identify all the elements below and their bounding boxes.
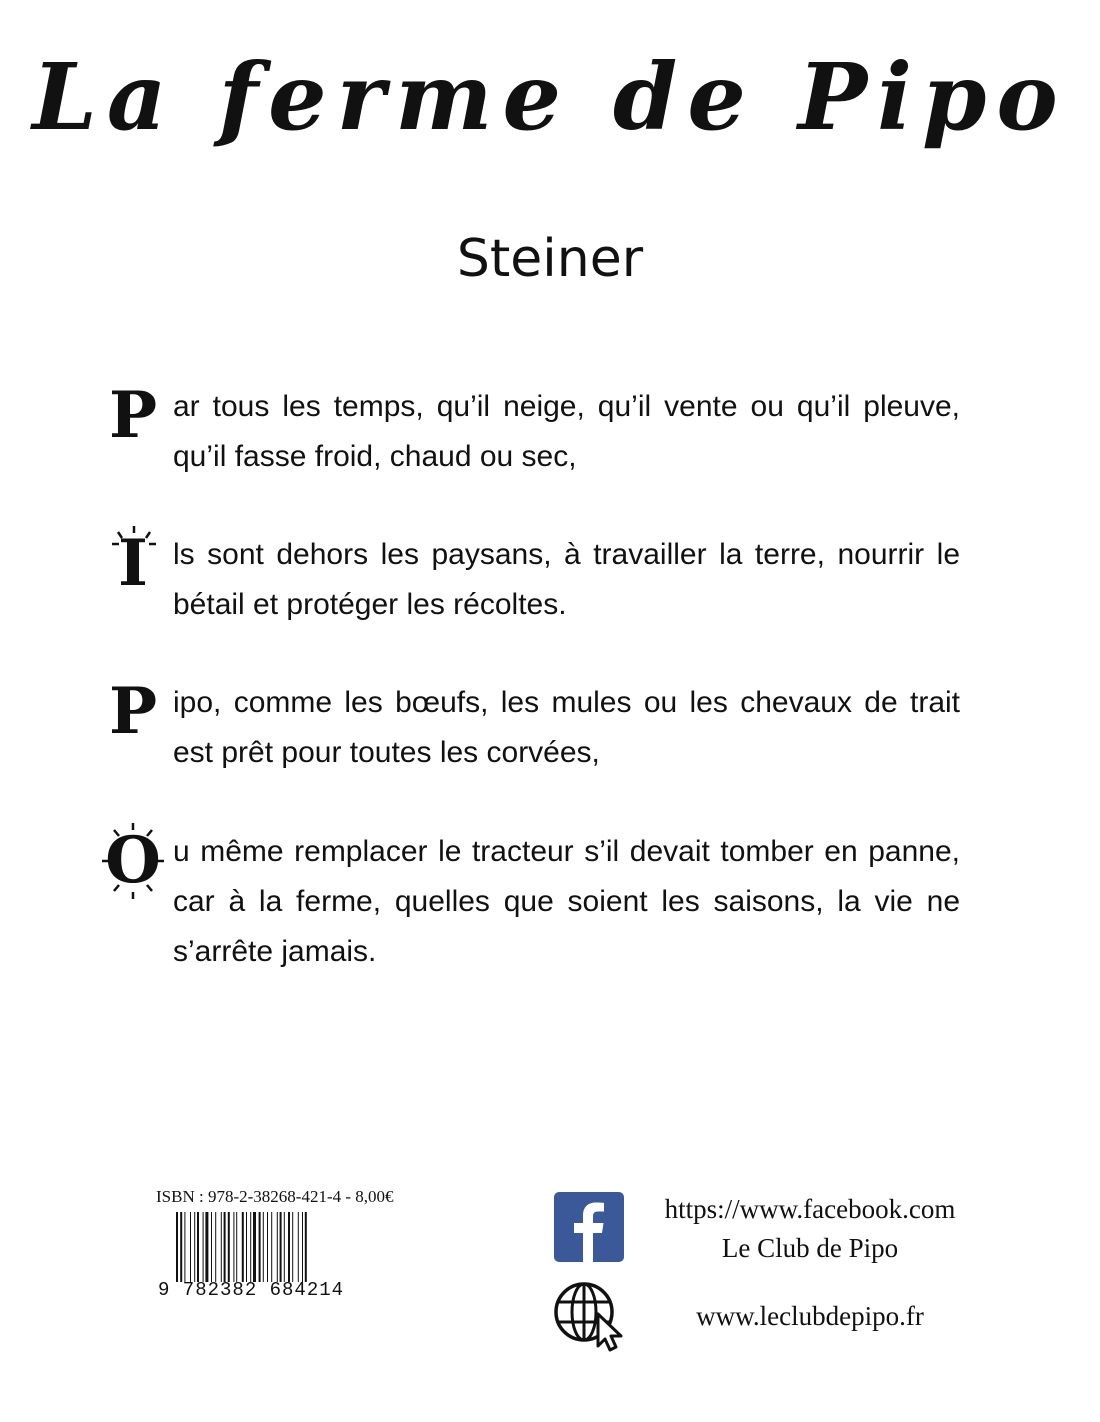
drop-cap-o: O	[100, 821, 166, 901]
barcode-bar	[176, 1212, 178, 1282]
barcode-bar	[263, 1212, 264, 1282]
facebook-icon[interactable]	[554, 1192, 624, 1262]
barcode-bar	[277, 1212, 278, 1282]
stanza-text: ipo, comme les bœufs, les mules ou les chevaux de trait est prêt pour toutes les corvées,	[173, 686, 960, 769]
barcode-bar	[203, 1212, 204, 1282]
barcode-bar	[194, 1212, 195, 1282]
barcode-bar	[221, 1212, 222, 1282]
drop-cap-p: P	[108, 378, 158, 453]
barcode-bar	[246, 1212, 247, 1282]
drop-cap-i: I	[100, 524, 166, 604]
barcode-bar	[259, 1212, 261, 1282]
barcode-bar	[267, 1212, 268, 1282]
barcode-bar	[233, 1212, 234, 1282]
barcode-bar	[236, 1212, 237, 1282]
barcode-bar	[215, 1212, 216, 1282]
globe-cursor-icon[interactable]	[552, 1280, 628, 1352]
barcode-bar	[197, 1212, 199, 1282]
barcode-bar	[250, 1212, 251, 1282]
barcode-bar	[253, 1212, 256, 1282]
stanza-4	[100, 823, 960, 977]
isbn-label: ISBN : 978-2-38268-421-4 - 8,00€	[156, 1187, 394, 1206]
drop-cap-p: P	[108, 674, 158, 749]
facebook-page-name: Le Club de Pipo	[721, 1233, 899, 1263]
barcode-bar	[228, 1212, 230, 1282]
facebook-url[interactable]: https://www.facebook.com	[664, 1194, 956, 1224]
website-url[interactable]: www.leclubdepipo.fr	[696, 1301, 924, 1331]
book-title: La ferme de Pipo	[32, 43, 1068, 151]
barcode-bar	[190, 1212, 191, 1282]
barcode-bar	[302, 1212, 303, 1282]
barcode-bar	[284, 1212, 285, 1282]
stanza-text: ls sont dehors les paysans, à travailler la terre, nourrir le bétail et protéger les récoltes.	[173, 538, 960, 621]
isbn-block	[156, 1186, 416, 1300]
stanza-text: u même remplacer le tracteur s’il devait tomber en panne, car à la ferme, quelles que soient les saisons, la vie ne s’arrête jamais.	[173, 835, 960, 968]
barcode-bar	[271, 1212, 272, 1282]
stanza-2	[100, 526, 960, 630]
barcode-bar	[211, 1212, 212, 1282]
barcode-bar	[292, 1212, 293, 1282]
barcode-bar	[242, 1212, 244, 1282]
author-name: Steiner	[456, 229, 644, 289]
barcode-bar	[224, 1212, 226, 1282]
stanza-1	[100, 378, 960, 482]
barcode-bar	[298, 1212, 299, 1282]
stanza-3	[100, 674, 960, 778]
barcode-bar	[280, 1212, 282, 1282]
barcode	[176, 1212, 352, 1282]
barcode-digits: 9 782382 684214	[158, 1279, 345, 1301]
barcode-bar	[305, 1212, 307, 1282]
barcode-bar	[180, 1212, 182, 1282]
stanza-text: ar tous les temps, qu’il neige, qu’il vente ou qu’il pleuve, qu’il fasse froid, chaud ou sec,	[173, 390, 960, 473]
barcode-bar	[288, 1212, 290, 1282]
barcode-bar	[184, 1212, 185, 1282]
barcode-bar	[205, 1212, 208, 1282]
